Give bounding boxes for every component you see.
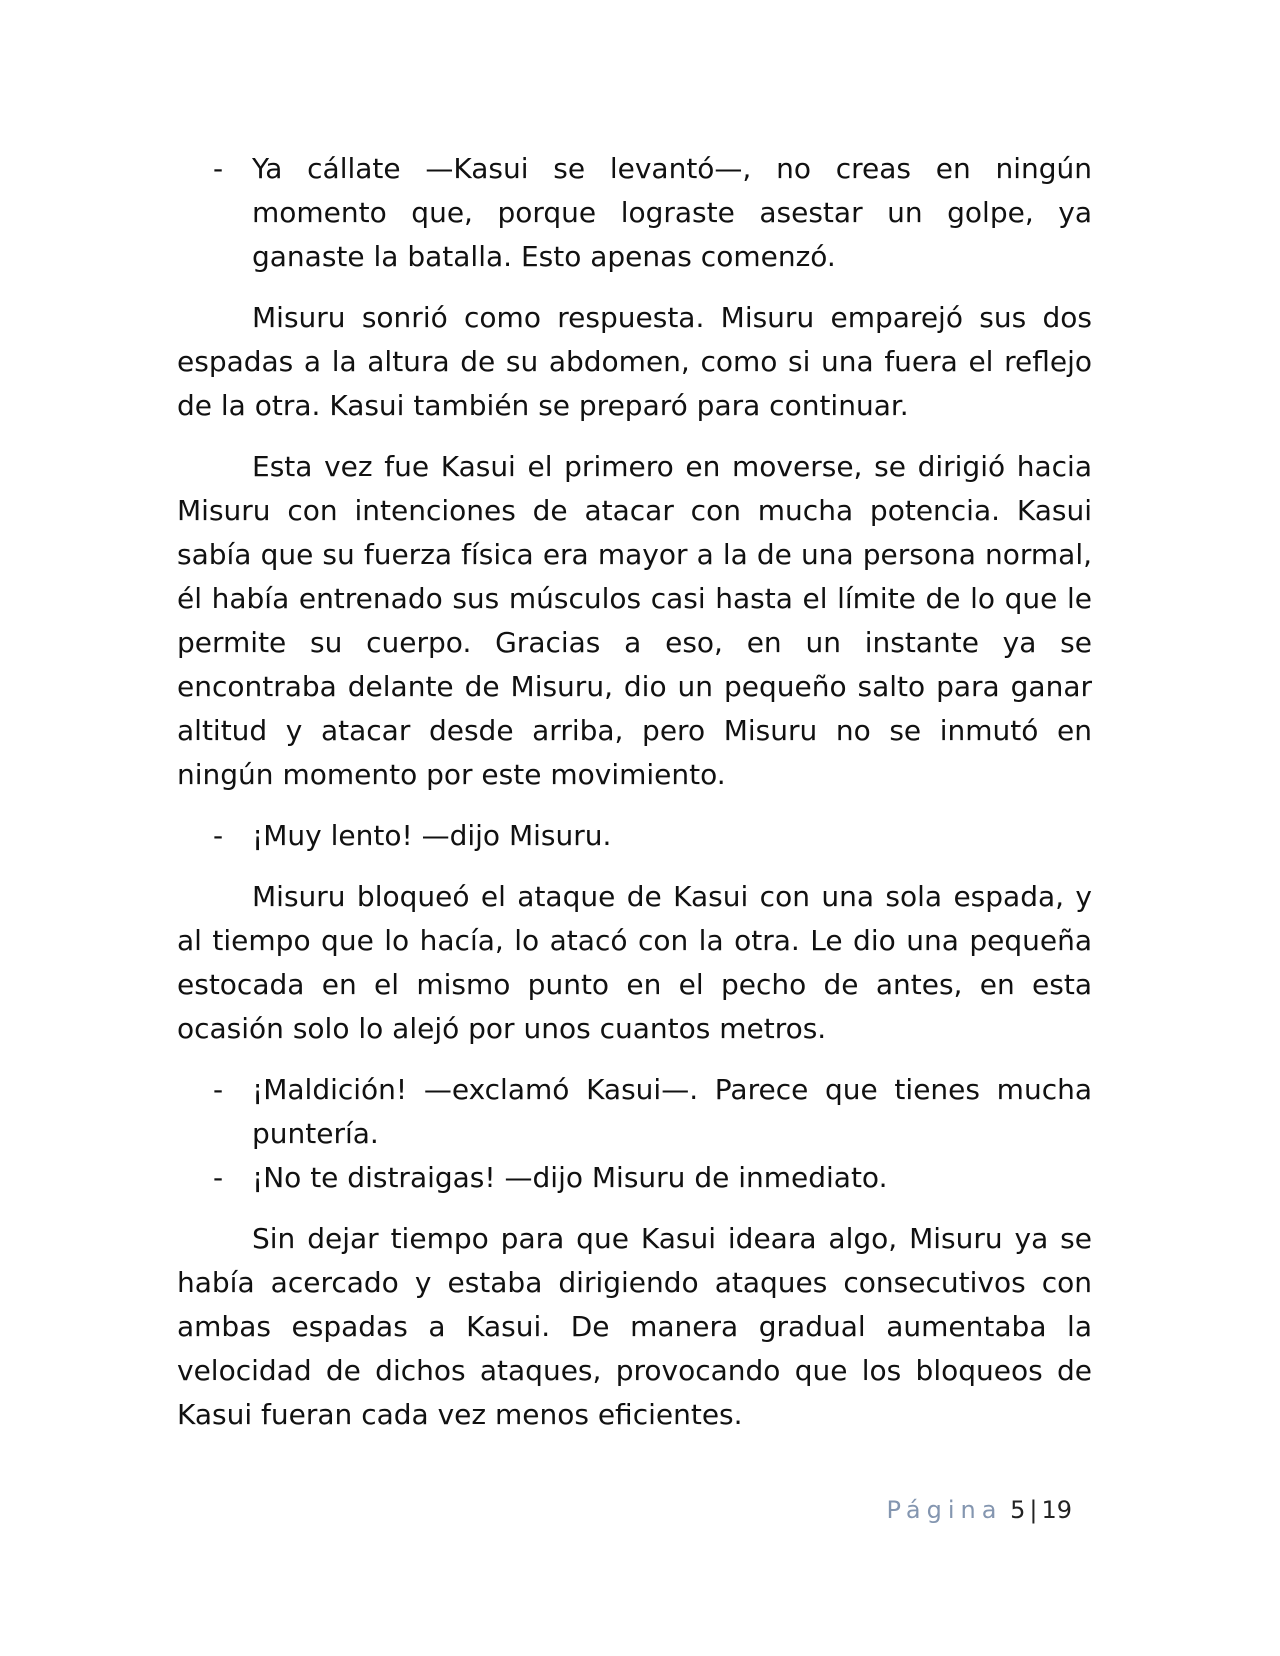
page-footer — [0, 1494, 1072, 1526]
paragraph — [177, 296, 1092, 428]
paragraph — [177, 875, 1092, 1051]
dialogue-text: Ya cállate —Kasui se levantó—, no creas en ningún momento que, porque lograste asestar un golpe, ya ganaste la batalla. Esto apenas comenzó. — [252, 152, 1092, 273]
paragraph-text: Misuru bloqueó el ataque de Kasui con una sola espada, y al tiempo que lo hacía, lo atacó con la otra. Le dio una pequeña estocada en el mismo punto en el pecho de antes, en esta ocasión solo lo alejó por unos cuantos metros. — [177, 880, 1092, 1045]
paragraph-text: Misuru sonrió como respuesta. Misuru emparejó sus dos espadas a la altura de su abdomen, como si una fuera el reflejo de la otra. Kasui también se preparó para continuar. — [177, 301, 1092, 422]
paragraph-text: Sin dejar tiempo para que Kasui ideara algo, Misuru ya se había acercado y estaba dirigiendo ataques consecutivos con ambas espadas a Kasui. De manera gradual aumentaba la velocidad de dichos ataques, provocando que los bloqueos de Kasui fueran cada vez menos eficientes. — [177, 1222, 1092, 1431]
page-total: 19 — [1041, 1496, 1072, 1524]
page-separator: | — [1029, 1496, 1038, 1524]
dialogue-text: ¡Muy lento! —dijo Misuru. — [252, 819, 612, 852]
dialogue-dash: - — [213, 819, 224, 852]
dialogue-dash: - — [213, 152, 224, 185]
paragraph — [177, 1217, 1092, 1437]
dialogue-line — [177, 1156, 1092, 1200]
dialogue-dash: - — [213, 1073, 224, 1106]
dialogue-text: ¡No te distraigas! —dijo Misuru de inmediato. — [252, 1161, 888, 1194]
dialogue-line — [177, 1068, 1092, 1156]
dialogue-line — [177, 814, 1092, 858]
page-label: Página — [886, 1496, 1003, 1524]
paragraph-text: Esta vez fue Kasui el primero en moverse, se dirigió hacia Misuru con intenciones de atacar con mucha potencia. Kasui sabía que su fuerza física era mayor a la de una persona normal, él había entrenado sus músculos casi hasta el límite de lo que le permite su cuerpo. Gracias a eso, en un instante ya se encontraba delante de Misuru, dio un pequeño salto para ganar altitud y atacar desde arriba, pero Misuru no se inmutó en ningún momento por este movimiento. — [177, 450, 1092, 791]
dialogue-dash: - — [213, 1161, 224, 1194]
body-text — [177, 147, 1092, 1437]
dialogue-text: ¡Maldición! —exclamó Kasui—. Parece que tienes mucha puntería. — [252, 1073, 1092, 1150]
page-number: 5 — [1010, 1496, 1026, 1524]
dialogue-line — [177, 147, 1092, 279]
paragraph — [177, 445, 1092, 797]
